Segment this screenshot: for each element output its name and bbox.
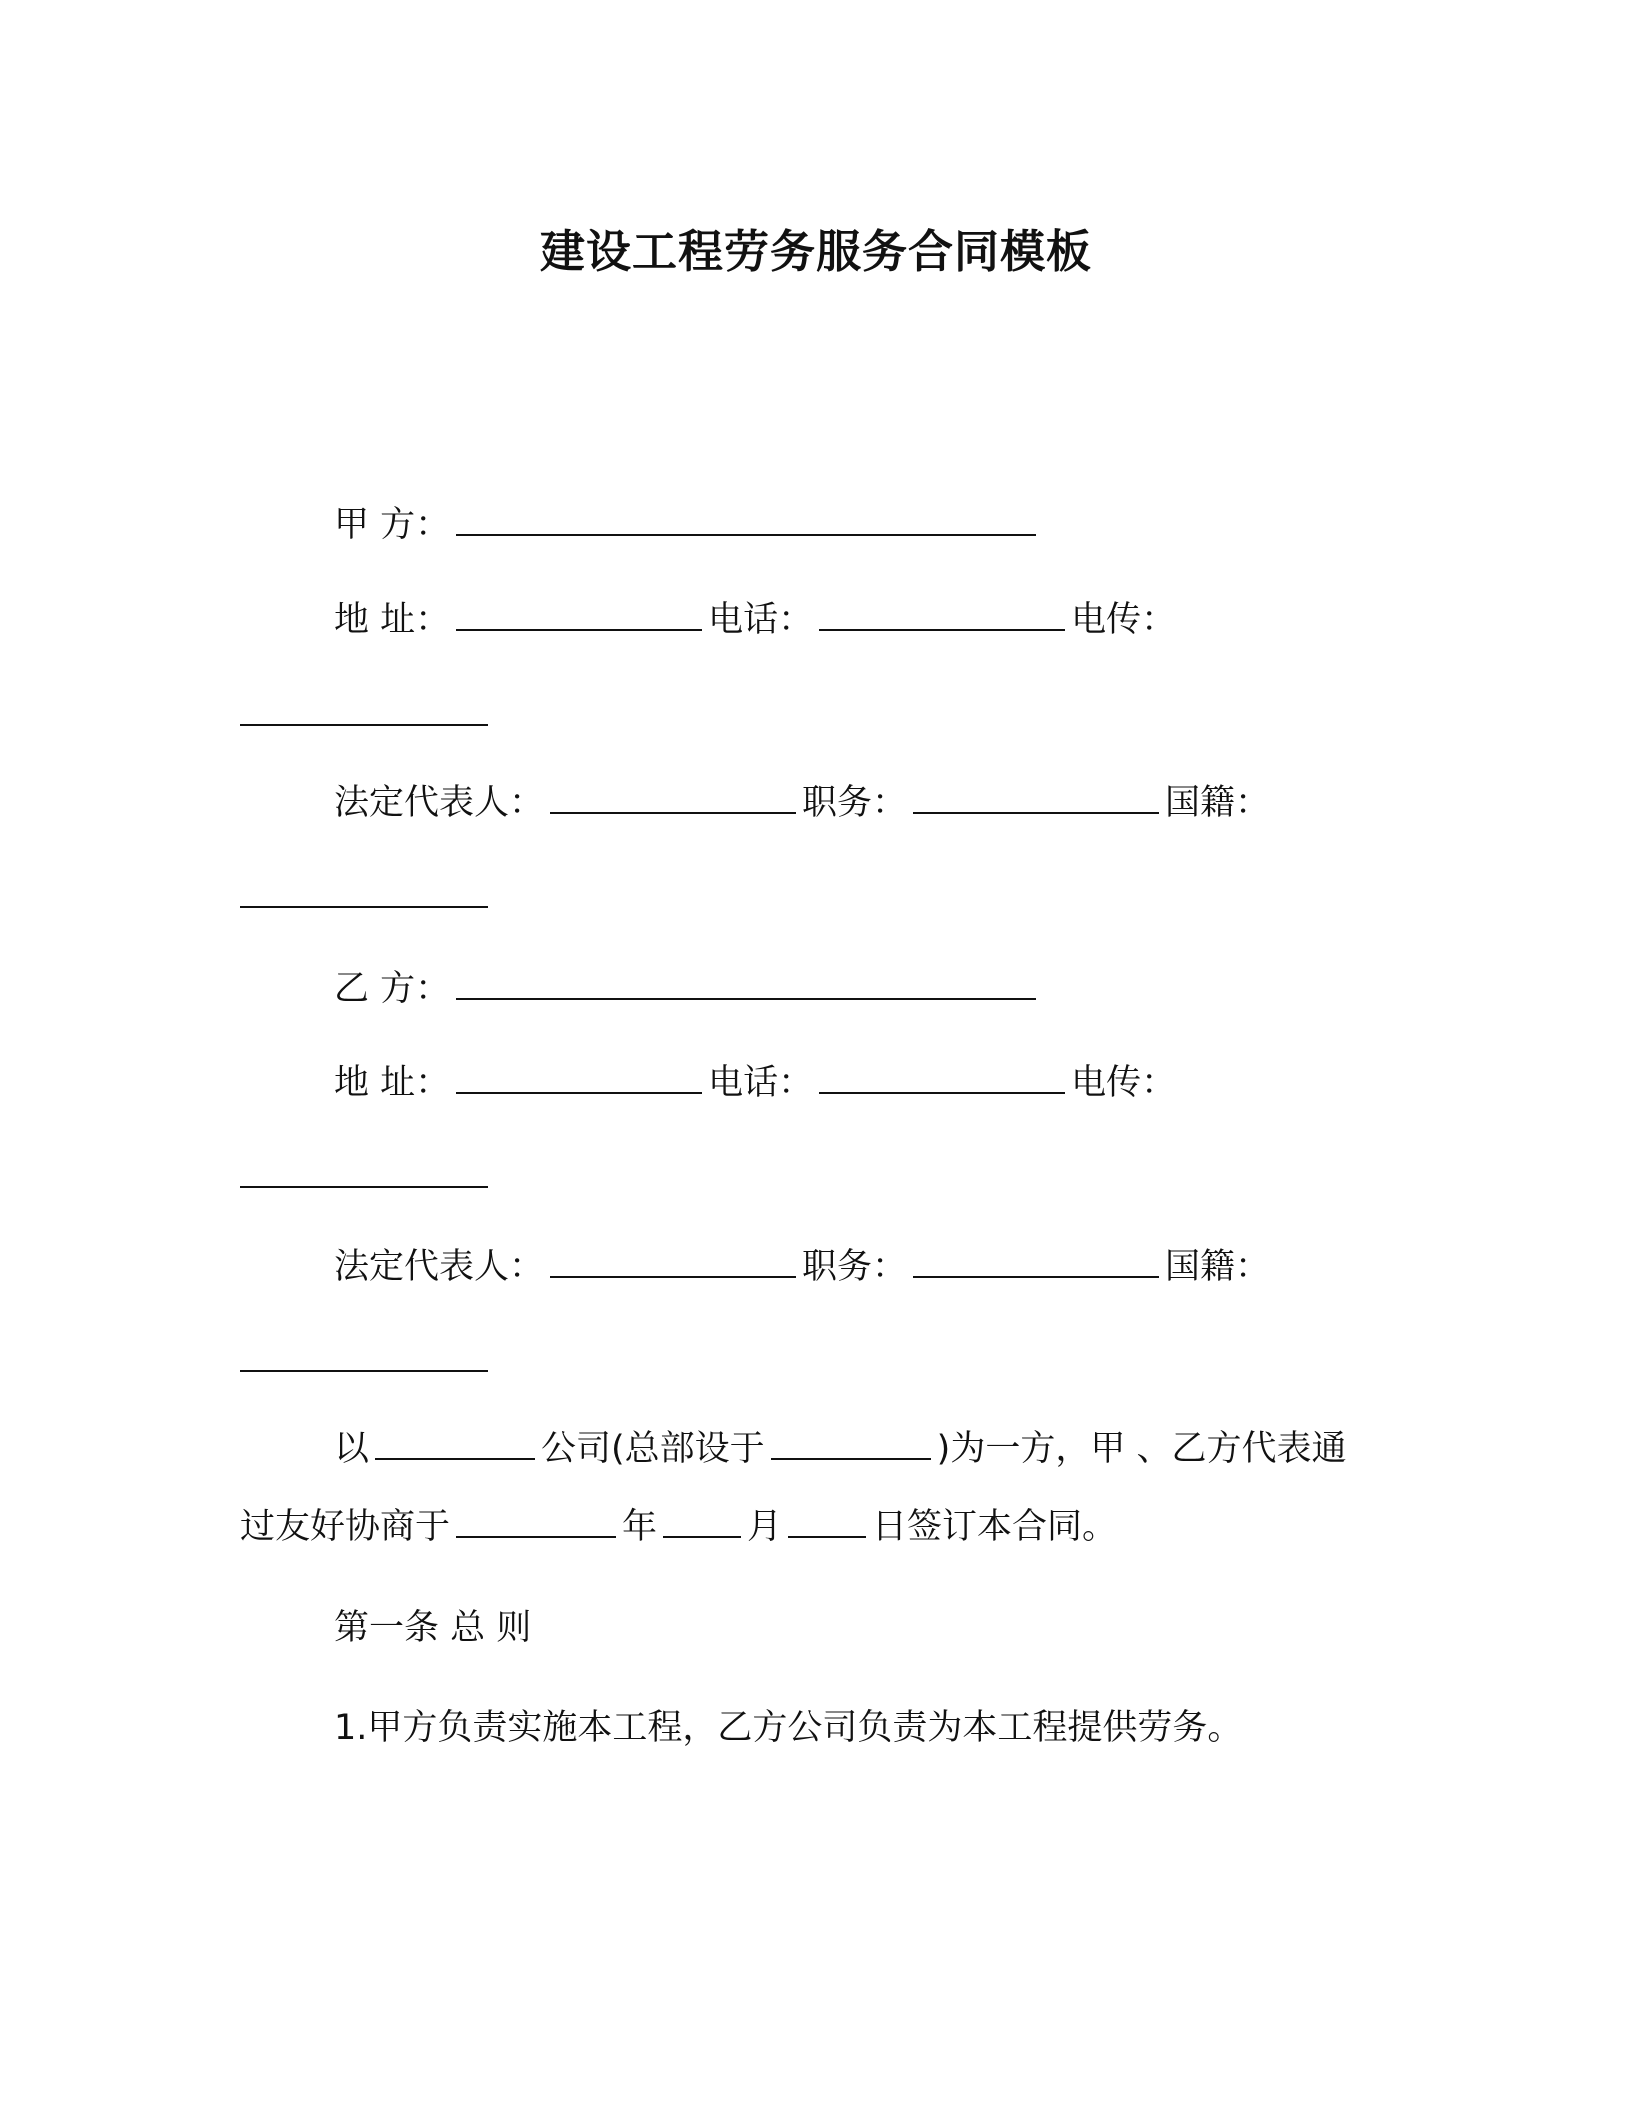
party-a-phone-label: 电话： — [708, 600, 814, 640]
party-a-fax-blank-line — [240, 690, 488, 726]
party-b-rep-label: 法定代表人： — [334, 1247, 545, 1287]
intro-hq-blank[interactable] — [771, 1424, 931, 1460]
party-a-fax-blank[interactable] — [240, 724, 488, 726]
party-b-address-label: 地 址： — [334, 1063, 451, 1103]
party-b-fax-blank-line — [240, 1152, 488, 1188]
party-b-name-line — [334, 964, 1042, 1013]
party-b-fax-blank[interactable] — [240, 1186, 488, 1188]
intro-text-4: 过友好协商于 — [240, 1507, 451, 1547]
party-b-phone-blank[interactable] — [819, 1058, 1065, 1094]
party-b-position-blank[interactable] — [913, 1242, 1159, 1278]
document-title: 建设工程劳务服务合同模板 — [539, 225, 1092, 278]
party-b-nationality-blank-line — [240, 1336, 488, 1372]
party-b-name-label: 乙 方： — [334, 969, 451, 1009]
intro-company-blank[interactable] — [375, 1424, 535, 1460]
party-a-nationality-blank[interactable] — [240, 906, 488, 908]
party-a-rep-label: 法定代表人： — [334, 783, 545, 823]
intro-line-1 — [334, 1424, 1346, 1473]
party-b-name-blank[interactable] — [456, 964, 1036, 1000]
intro-text-6: 月 — [747, 1507, 783, 1547]
party-a-rep-blank[interactable] — [550, 778, 796, 814]
intro-line-2 — [240, 1502, 1117, 1551]
party-a-name-line — [334, 500, 1042, 549]
article-1-heading: 第一条 总 则 — [334, 1608, 532, 1648]
party-a-nationality-label: 国籍： — [1165, 783, 1271, 823]
party-b-position-label: 职务： — [802, 1247, 908, 1287]
intro-year-blank[interactable] — [456, 1502, 616, 1538]
party-a-phone-blank[interactable] — [819, 595, 1065, 631]
party-b-nationality-blank[interactable] — [240, 1370, 488, 1372]
intro-text-2: 公司(总部设于 — [541, 1429, 765, 1469]
party-a-address-blank[interactable] — [456, 595, 702, 631]
party-b-rep-line — [334, 1242, 1270, 1291]
party-a-rep-line — [334, 778, 1270, 827]
party-b-nationality-label: 国籍： — [1165, 1247, 1271, 1287]
party-a-address-label: 地 址： — [334, 600, 451, 640]
intro-text-5: 年 — [622, 1507, 658, 1547]
intro-day-blank[interactable] — [788, 1502, 866, 1538]
party-a-position-blank[interactable] — [913, 778, 1159, 814]
party-b-phone-label: 电话： — [708, 1063, 814, 1103]
party-b-address-blank[interactable] — [456, 1058, 702, 1094]
party-a-name-blank[interactable] — [456, 500, 1036, 536]
article-1-item-1: 1.甲方负责实施本工程，乙方公司负责为本工程提供劳务。 — [334, 1708, 1243, 1748]
intro-text-3: )为一方，甲 、乙方代表通 — [936, 1429, 1347, 1469]
party-a-fax-label: 电传： — [1071, 600, 1177, 640]
party-b-address-line — [334, 1058, 1176, 1107]
intro-text-1: 以 — [334, 1429, 370, 1469]
party-a-nationality-blank-line — [240, 872, 488, 908]
party-b-rep-blank[interactable] — [550, 1242, 796, 1278]
party-b-fax-label: 电传： — [1071, 1063, 1177, 1103]
intro-text-7: 日签订本合同。 — [872, 1507, 1118, 1547]
party-a-position-label: 职务： — [802, 783, 908, 823]
intro-month-blank[interactable] — [663, 1502, 741, 1538]
party-a-name-label: 甲 方： — [334, 505, 451, 545]
party-a-address-line — [334, 595, 1176, 644]
